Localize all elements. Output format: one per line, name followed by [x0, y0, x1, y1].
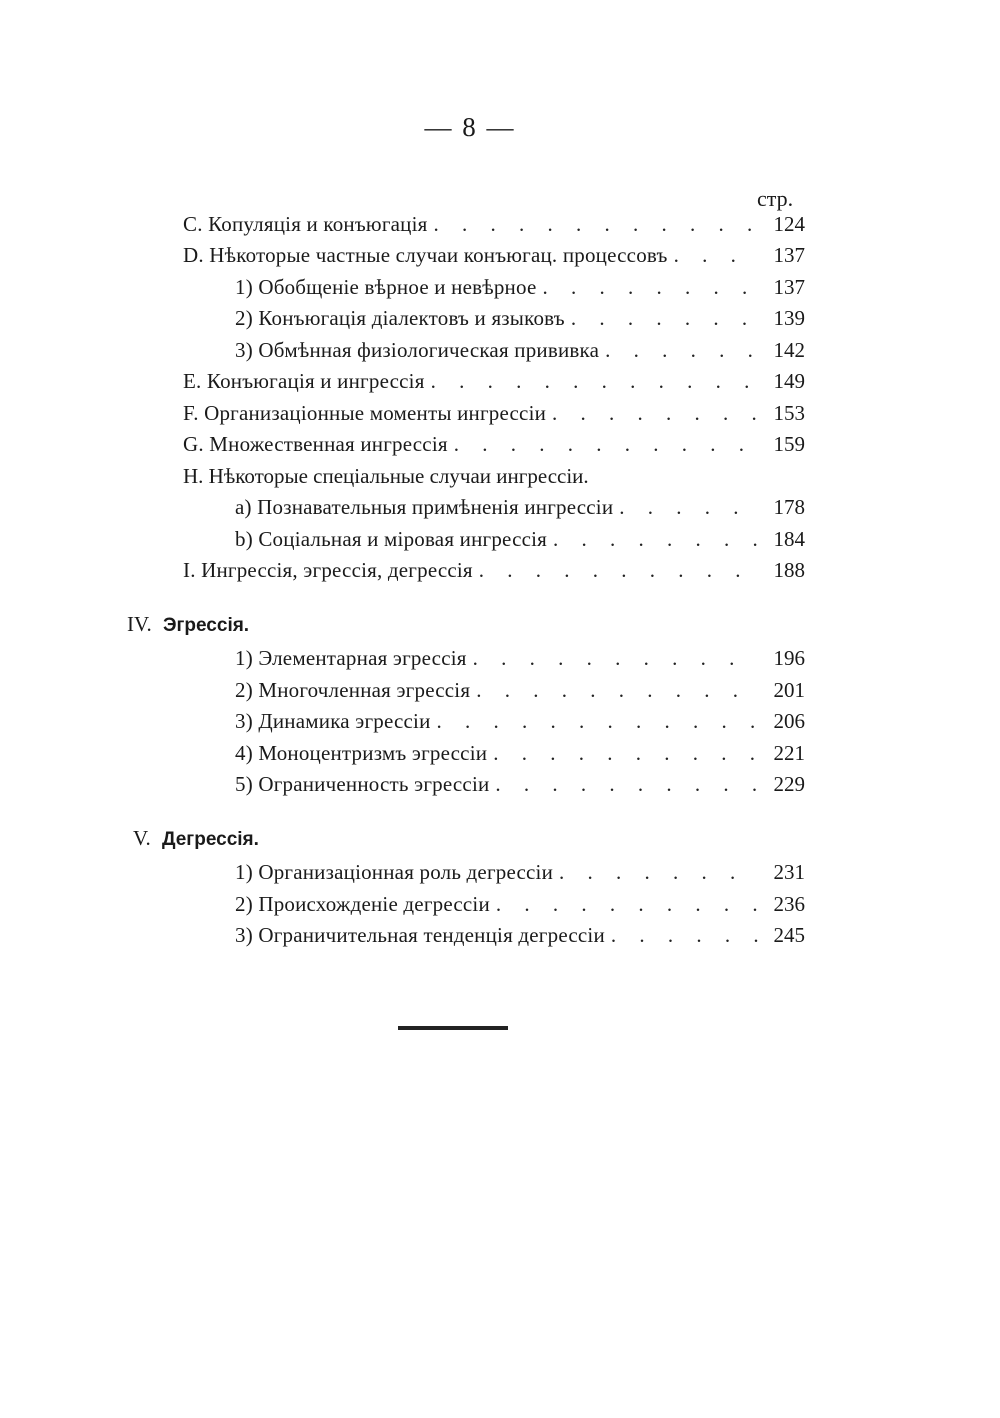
- toc-entry-text: 2) Происхожденіе дегрессіи: [235, 892, 490, 916]
- toc-entry-text: I. Ингрессія, эгрессія, дегрессія: [183, 558, 473, 582]
- toc-entry: [235, 892, 805, 924]
- toc-entry: [235, 709, 805, 741]
- toc-entry: [183, 243, 805, 275]
- dot-leader: [553, 860, 759, 885]
- section-numeral: V.: [133, 826, 151, 850]
- toc-entry-text: С. Копуляція и конъюгація: [183, 212, 428, 236]
- dot-leader: [425, 369, 759, 394]
- dot-leader: [467, 646, 759, 671]
- pages-column-header: стр.: [757, 186, 794, 211]
- toc-entry: [235, 741, 805, 773]
- toc-entry: [235, 338, 805, 370]
- section-heading-iv: [127, 612, 249, 637]
- toc-entry-page: 231: [773, 860, 805, 884]
- toc-entry-text: Е. Конъюгація и ингрессія: [183, 369, 425, 393]
- toc-entry: [235, 860, 805, 892]
- toc-entry-page: 188: [773, 558, 805, 582]
- dot-leader: [470, 678, 759, 703]
- dot-leader: [490, 892, 759, 917]
- toc-entry-page: 245: [773, 923, 805, 947]
- toc-entry-text: 1) Элементарная эгрессія: [235, 646, 467, 670]
- dot-leader: [599, 338, 759, 363]
- toc-entry-page: 153: [773, 401, 805, 425]
- toc-entry: [235, 527, 805, 559]
- toc-entry-page: 196: [773, 646, 805, 670]
- toc-entry-page: 137: [773, 243, 805, 267]
- dot-leader: [613, 495, 759, 520]
- toc-entry-text: 5) Ограниченность эгрессіи: [235, 772, 490, 796]
- dot-leader: [546, 401, 759, 426]
- page-number: — 8 —: [424, 112, 516, 142]
- toc-entry-page: 229: [773, 772, 805, 796]
- toc-entry-text: b) Соціальная и міровая ингрессія: [235, 527, 548, 551]
- toc-entry-text: F. Организаціонные моменты ингрессіи: [183, 401, 547, 425]
- dot-leader: [473, 558, 759, 583]
- end-rule: [398, 1026, 508, 1030]
- toc-entry-page: 139: [773, 306, 805, 330]
- toc-entry: [235, 772, 805, 804]
- toc-entry: [235, 646, 805, 678]
- dot-leader: [489, 772, 759, 797]
- toc-entry: [183, 401, 805, 433]
- section-title: Эгрессія.: [162, 615, 250, 636]
- toc-entry-page: 184: [773, 527, 805, 551]
- dot-leader: [547, 527, 759, 552]
- section-heading-v: [133, 826, 259, 851]
- toc-entry: [183, 558, 805, 590]
- toc-entry: [235, 306, 805, 338]
- toc-entry-page: 159: [773, 432, 805, 456]
- toc-entry: [235, 923, 805, 955]
- toc-entry: [183, 432, 805, 464]
- toc-entry-page: 221: [773, 741, 805, 765]
- dot-leader: [565, 306, 759, 331]
- toc-entry-page: 149: [773, 369, 805, 393]
- toc-entry: [235, 678, 805, 710]
- dot-leader: [668, 243, 759, 268]
- dot-leader: [427, 212, 759, 237]
- toc-entry-text: 1) Организаціонная роль дегрессіи: [235, 860, 554, 884]
- toc-subheading: H. Нѣкоторые спеціальные случаи ингрессіи.: [183, 464, 589, 488]
- toc-entry: [235, 495, 805, 527]
- toc-entry-text: 2) Конъюгація діалектовъ и языковъ: [235, 306, 565, 330]
- section-title: Дегрессія.: [161, 829, 259, 850]
- toc-entry-page: 137: [773, 275, 805, 299]
- toc-entry-text: 3) Ограничительная тенденція дегрессіи: [235, 923, 605, 947]
- toc-entry-text: G. Множественная ингрессія: [183, 432, 448, 456]
- toc-entry: [235, 275, 805, 307]
- toc-entry-page: 124: [773, 212, 805, 236]
- toc-entry-text: 3) Обмѣнная физіологическая прививка: [235, 338, 600, 362]
- dot-leader: [448, 432, 759, 457]
- toc-entry-text: 4) Моноцентризмъ эгрессіи: [235, 741, 488, 765]
- toc-entry-text: 1) Обобщеніе вѣрное и невѣрное: [235, 275, 537, 299]
- dot-leader: [431, 709, 759, 734]
- dot-leader: [487, 741, 759, 766]
- toc-entry: [183, 369, 805, 401]
- toc-entry: [183, 212, 805, 244]
- section-numeral: IV.: [127, 612, 152, 636]
- toc-entry-page: 206: [773, 709, 805, 733]
- dot-leader: [605, 923, 759, 948]
- toc-entry-text: 2) Многочленная эгрессія: [235, 678, 471, 702]
- toc-entry-text: D. Нѣкоторые частные случаи конъюгац. процессовъ: [183, 243, 668, 267]
- toc-entry-page: 236: [773, 892, 805, 916]
- toc-entry-page: 201: [773, 678, 805, 702]
- toc-entry-page: 142: [773, 338, 805, 362]
- toc-entry-text: 3) Динамика эгрессіи: [235, 709, 431, 733]
- toc-entry-text: a) Познавательныя примѣненія ингрессіи: [235, 495, 614, 519]
- toc-entry-page: 178: [773, 495, 805, 519]
- dot-leader: [536, 275, 759, 300]
